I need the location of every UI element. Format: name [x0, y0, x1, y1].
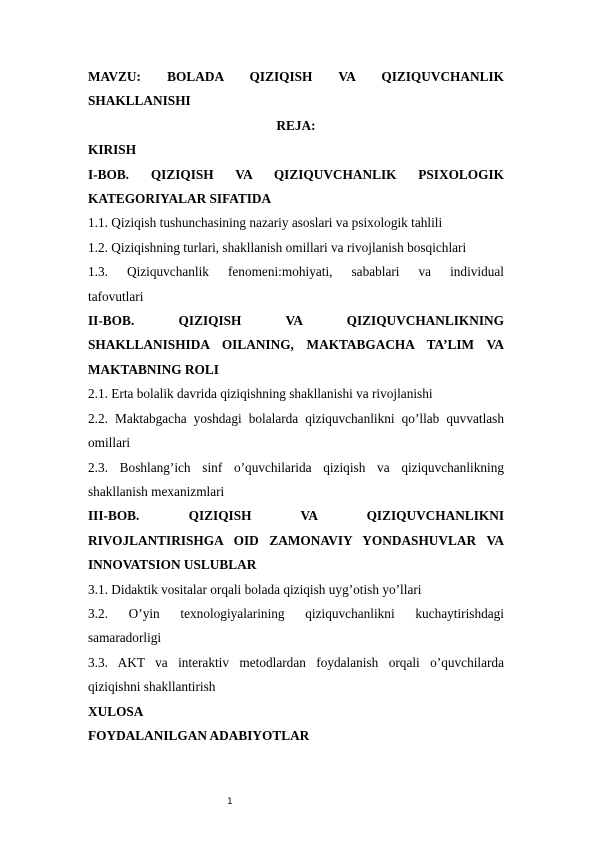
- chapter2-title-line2: SHAKLLANISHIDA OILANING, MAKTABGACHA TA’LIM VA: [88, 337, 504, 353]
- chapter2-title-line3: MAKTABNING ROLI: [88, 361, 219, 377]
- chapter3-title-line2: RIVOJLANTIRISHGA OID ZAMONAVIY YONDASHUVLAR VA: [88, 532, 504, 548]
- chapter2-title-line1: II-BOB. QIZIQISH VA QIZIQUVCHANLIKNING: [88, 313, 504, 329]
- section-2-2-line1: 2.2. Maktabgacha yoshdagi bolalarda qiziquvchanlikni qo’llab quvvatlash: [88, 410, 504, 426]
- chapter1-title-line2: KATEGORIYALAR SIFATIDA: [88, 191, 272, 207]
- references-heading: FOYDALANILGAN ADABIYOTLAR: [88, 727, 310, 743]
- topic-title-line1: MAVZU: BOLADA QIZIQISH VA QIZIQUVCHANLIK: [88, 69, 504, 84]
- topic-title-line2: SHAKLLANISHI: [88, 93, 191, 109]
- intro-heading: KIRISH: [88, 142, 137, 158]
- section-3-3-line1: 3.3. AKT va interaktiv metodlardan foydalanish orqali o’quvchilarda: [88, 654, 504, 670]
- page-number: 1: [227, 797, 233, 807]
- section-3-1: 3.1. Didaktik vositalar orqali bolada qiziqish uyg’otish yo’llari: [88, 581, 422, 597]
- section-3-2-line2: samaradorligi: [88, 630, 162, 646]
- section-2-3-line1: 2.3. Boshlang’ich sinf o’quvchilarida qiziqish va qiziquvchanlikning: [88, 459, 504, 475]
- section-1-3-line2: tafovutlari: [88, 288, 144, 304]
- chapter1-title-line1: I-BOB. QIZIQISH VA QIZIQUVCHANLIK PSIXOLOGIK: [88, 166, 504, 182]
- section-1-1: 1.1. Qiziqish tushunchasining nazariy asoslari va psixologik tahlili: [88, 215, 443, 231]
- section-1-3-line1: 1.3. Qiziquvchanlik fenomeni:mohiyati, sabablari va individual: [88, 264, 504, 280]
- section-2-2-line2: omillari: [88, 435, 131, 451]
- section-1-2: 1.2. Qiziqishning turlari, shakllanish omillari va rivojlanish bosqichlari: [88, 239, 467, 255]
- document-page: [88, 65, 504, 748]
- plan-title: REJA:: [276, 117, 316, 133]
- conclusion-heading: XULOSA: [88, 703, 144, 719]
- chapter3-title-line3: INNOVATSION USLUBLAR: [88, 557, 257, 573]
- chapter3-title-line1: III-BOB. QIZIQISH VA QIZIQUVCHANLIKNI: [88, 508, 504, 524]
- section-3-2-line1: 3.2. O’yin texnologiyalarining qiziquvchanlikni kuchaytirishdagi: [88, 605, 504, 621]
- section-2-1: 2.1. Erta bolalik davrida qiziqishning shakllanishi va rivojlanishi: [88, 386, 433, 402]
- section-2-3-line2: shakllanish mexanizmlari: [88, 483, 225, 499]
- section-3-3-line2: qiziqishni shakllantirish: [88, 679, 216, 695]
